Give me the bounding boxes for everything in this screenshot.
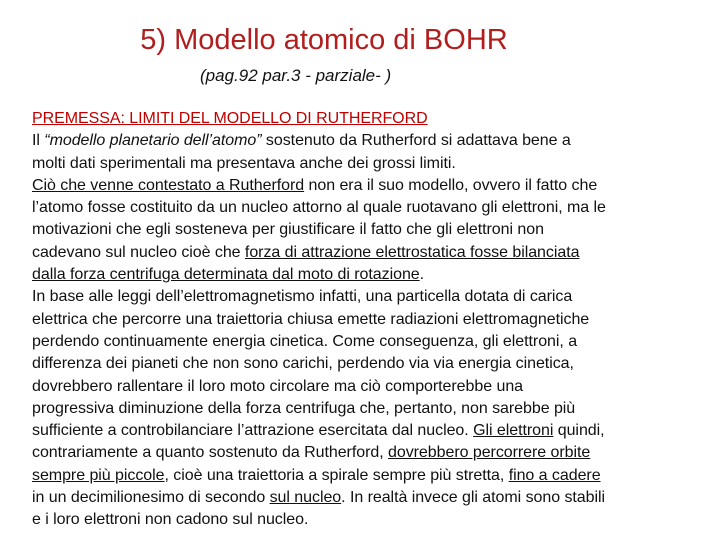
text-line: differenza dei pianeti che non sono carichi, perdendo via via energia cinetica,: [32, 355, 574, 373]
text-line: dovrebbero rallentare il loro moto circolare ma ciò comporterebbe una: [32, 377, 524, 395]
text-line: [32, 487, 702, 509]
underlined-span: sul nucleo: [269, 489, 342, 507]
text-line: l’atomo fosse costituito da un nucleo attorno al quale ruotavano gli elettroni, ma le: [32, 199, 606, 217]
underlined-span: forza di attrazione elettrostatica fosse bilanciata: [244, 243, 580, 261]
text-line: [32, 242, 702, 264]
text-line: In base alle leggi dell’elettromagnetismo infatti, una particella dotata di carica: [32, 288, 573, 306]
text-line: progressiva diminuzione della forza centrifuga che, pertanto, non sarebbe più: [32, 399, 576, 417]
text-span: in un decimilionesimo di secondo: [32, 489, 270, 507]
text-span: cadevano sul nucleo cioè che: [32, 243, 245, 261]
text-span: . In realtà invece gli atomi sono stabili: [341, 489, 606, 507]
text-span: contrariamente a quanto sostenuto da Rutherford,: [32, 444, 388, 462]
text-span: sostenuto da Rutherford si adattava bene a: [261, 132, 571, 150]
text-span: Il: [32, 132, 45, 150]
text-line: [32, 420, 702, 442]
underlined-span: Gli elettroni: [473, 422, 554, 440]
underlined-span: dalla forza centrifuga determinata dal moto di rotazione: [32, 266, 420, 284]
text-line: [32, 175, 702, 197]
quote-span: “modello planetario dell’atomo”: [44, 132, 262, 150]
text-line: [32, 130, 702, 152]
text-span: non era il suo modello, ovvero il fatto che: [304, 176, 598, 194]
text-line: [32, 442, 702, 464]
page-subtitle: (pag.92 par.3 - parziale- ): [200, 66, 392, 85]
underlined-span: Ciò che venne contestato a Rutherford: [32, 176, 305, 194]
text-span: sufficiente a controbilanciare l’attrazione esercitata dal nucleo.: [32, 422, 474, 440]
text-span: , cioè una traiettoria a spirale sempre più stretta,: [164, 466, 509, 484]
text-span: quindi,: [553, 422, 605, 440]
section-heading: PREMESSA: LIMITI DEL MODELLO DI RUTHERFORD: [32, 110, 428, 127]
text-line: molti dati sperimentali ma presentava anche dei grossi limiti.: [32, 154, 456, 172]
text-line: e i loro elettroni non cadono sul nucleo.: [32, 511, 309, 529]
text-line: [32, 264, 702, 286]
text-span: .: [419, 266, 425, 284]
underlined-span: sempre più piccole: [32, 466, 165, 484]
text-body: [32, 108, 702, 532]
text-line: [32, 465, 702, 487]
text-line: perdendo continuamente energia cinetica. Come conseguenza, gli elettroni, a: [32, 332, 578, 350]
page-title: 5) Modello atomico di BOHR: [140, 24, 508, 56]
underlined-span: fino a cadere: [508, 466, 601, 484]
text-line: motivazioni che egli sosteneva per giustificare il fatto che gli elettroni non: [32, 221, 544, 239]
underlined-span: dovrebbero percorrere orbite: [388, 444, 591, 462]
text-line: elettrica che percorre una traiettoria chiusa emette radiazioni elettromagnetiche: [32, 310, 590, 328]
